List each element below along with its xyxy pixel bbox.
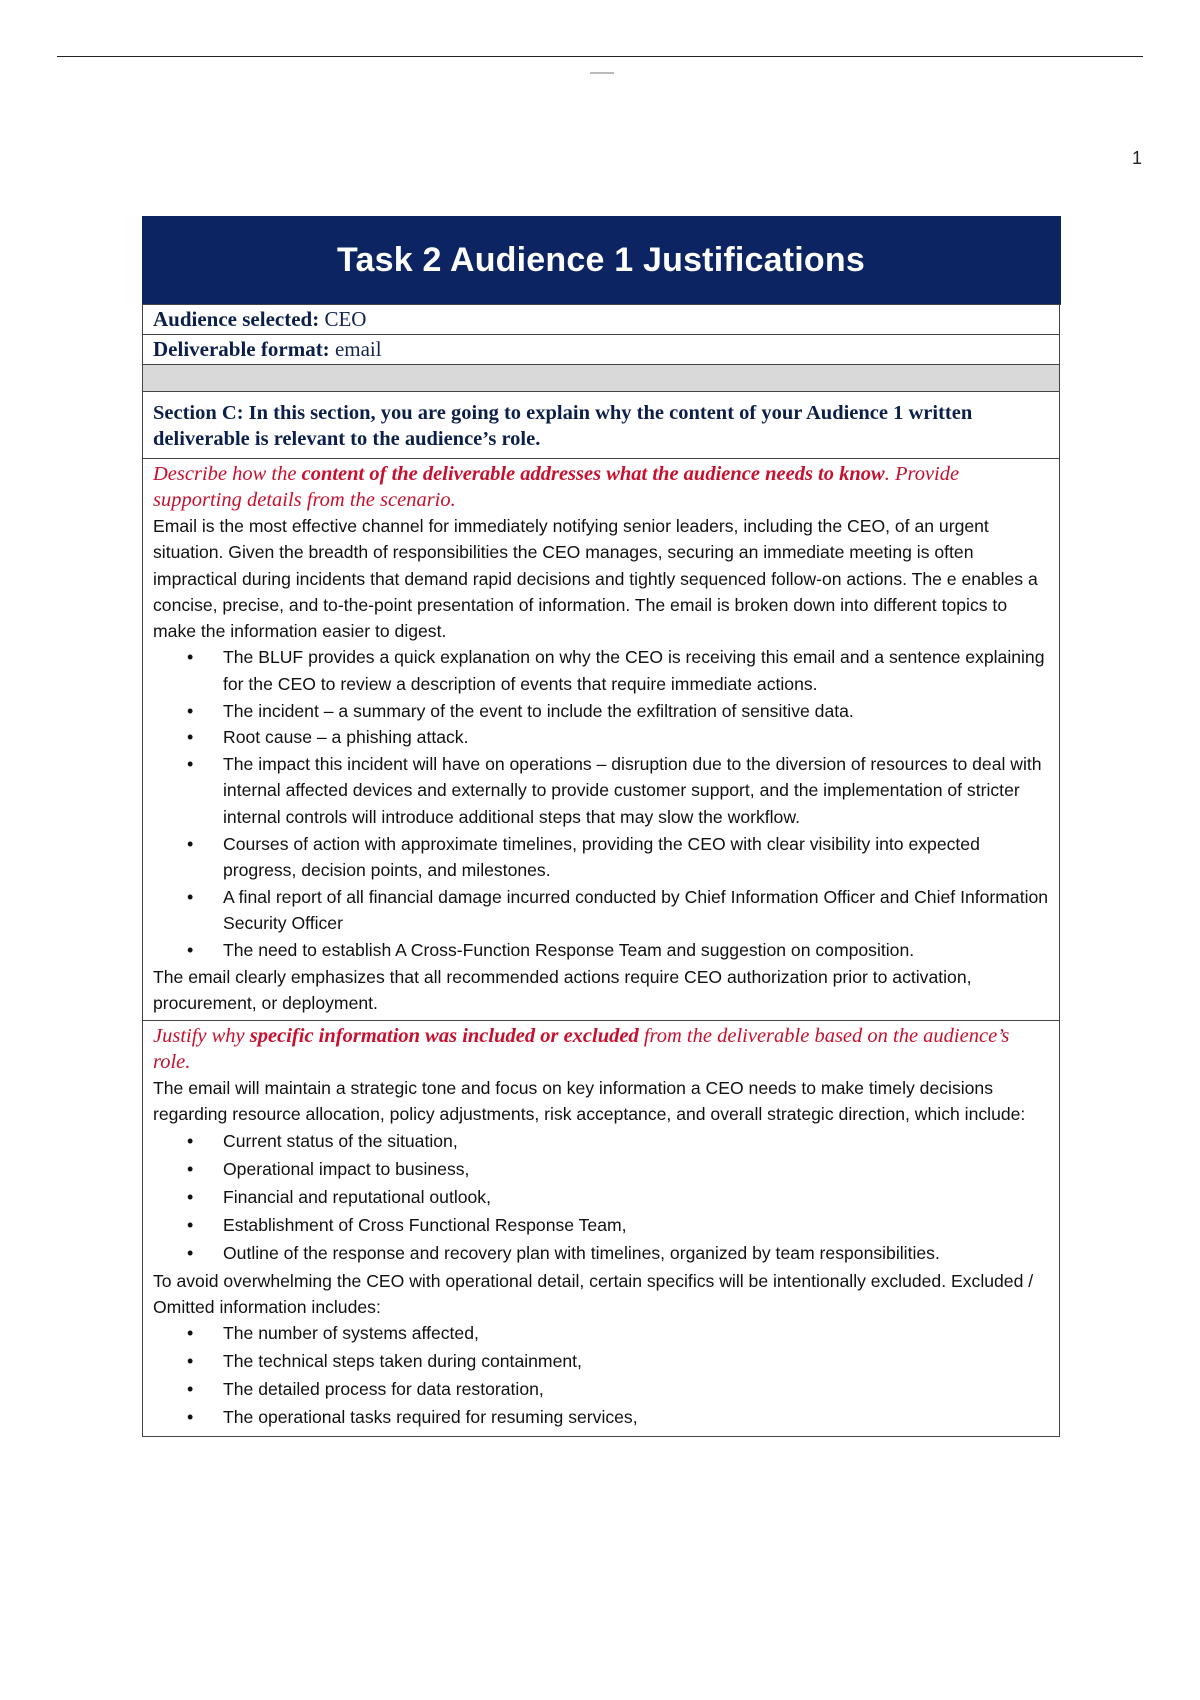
list-item: • The incident – a summary of the event to include the exfiltration of sensitive data. bbox=[223, 698, 1049, 725]
format-row bbox=[143, 335, 1059, 365]
list-item: • A final report of all financial damage incurred conducted by Chief Information Officer and Chief Information Security Officer bbox=[223, 884, 1049, 937]
excluded-list bbox=[153, 1320, 1049, 1432]
list-item: • Operational impact to business, bbox=[223, 1156, 1049, 1184]
audience-value: CEO bbox=[324, 307, 367, 331]
exclusion-note: To avoid overwhelming the CEO with operational detail, certain specifics will be intentionally excluded. Excluded / Omitted information includes: bbox=[153, 1270, 1034, 1318]
list-item: • Establishment of Cross Functional Response Team, bbox=[223, 1212, 1049, 1240]
title-bar bbox=[142, 216, 1061, 305]
list-item: • The impact this incident will have on operations – disruption due to the diversion of resources to deal with internal affected devices and externally to provide customer support, and the implementation of stricter internal controls will introduce additional steps that may slow the workflow. bbox=[223, 751, 1049, 830]
list-item: • The detailed process for data restoration, bbox=[223, 1376, 1049, 1404]
list-item: • Courses of action with approximate timelines, providing the CEO with clear visibility into expected progress, decision points, and milestones. bbox=[223, 831, 1049, 884]
format-label: Deliverable format: bbox=[153, 337, 330, 361]
content-prompt: Describe how the content of the deliverable addresses what the audience needs to know. Provide supporting details from the scenario. bbox=[153, 463, 960, 511]
list-item: • The need to establish A Cross-Function Response Team and suggestion on composition. bbox=[223, 937, 1049, 964]
content-intro: Email is the most effective channel for immediately notifying senior leaders, including the CEO, of an urgent situation. Given the breadth of responsibilities the CEO manages, securing an immediate meeting is often impractical during incidents that demand rapid decisions and tightly sequenced follow-on actions. The e enables a concise, precise, and to-the-point presentation of information. The email is broken down into different topics to make the information easier to digest. bbox=[153, 516, 1038, 642]
section-c-heading: Section C: In this section, you are going to explain why the content of your Audience 1 written deliverable is relevant to the audience’s role. bbox=[143, 392, 1059, 459]
list-item: • Financial and reputational outlook, bbox=[223, 1184, 1049, 1212]
list-item: • Root cause – a phishing attack. bbox=[223, 724, 1049, 751]
list-item: • The number of systems affected, bbox=[223, 1320, 1049, 1348]
inclusion-intro: The email will maintain a strategic tone and focus on key information a CEO needs to make timely decisions regarding resource allocation, policy adjustments, risk acceptance, and overall strategic direction, which include: bbox=[153, 1078, 1026, 1125]
list-item: • The technical steps taken during containment, bbox=[223, 1348, 1049, 1376]
header-mark bbox=[590, 72, 614, 74]
content-closing: The email clearly emphasizes that all recommended actions require CEO authorization prior to activation, procurement, or deployment. bbox=[153, 966, 972, 1013]
justification-table bbox=[142, 216, 1060, 1437]
list-item: • The BLUF provides a quick explanation on why the CEO is receiving this email and a sentence explaining for the CEO to review a description of events that require immediate actions. bbox=[223, 644, 1049, 697]
content-bullet-list bbox=[153, 644, 1049, 963]
list-item: • The operational tasks required for resuming services, bbox=[223, 1404, 1049, 1432]
page-number: 1 bbox=[1131, 148, 1142, 168]
spacer-row bbox=[143, 365, 1059, 392]
list-item: • Current status of the situation, bbox=[223, 1128, 1049, 1156]
inclusion-cell bbox=[143, 1021, 1059, 1436]
inclusion-prompt: Justify why specific information was included or excluded from the deliverable based on the audience’s role. bbox=[153, 1025, 1010, 1074]
list-item: • Outline of the response and recovery plan with timelines, organized by team responsibilities. bbox=[223, 1240, 1049, 1268]
content-relevance-cell bbox=[143, 459, 1059, 1021]
format-value: email bbox=[334, 337, 382, 361]
audience-label: Audience selected: bbox=[153, 307, 320, 331]
header-rule bbox=[57, 56, 1143, 57]
page-title: Task 2 Audience 1 Justifications bbox=[337, 240, 865, 279]
audience-row bbox=[143, 305, 1059, 335]
included-list bbox=[153, 1128, 1049, 1268]
